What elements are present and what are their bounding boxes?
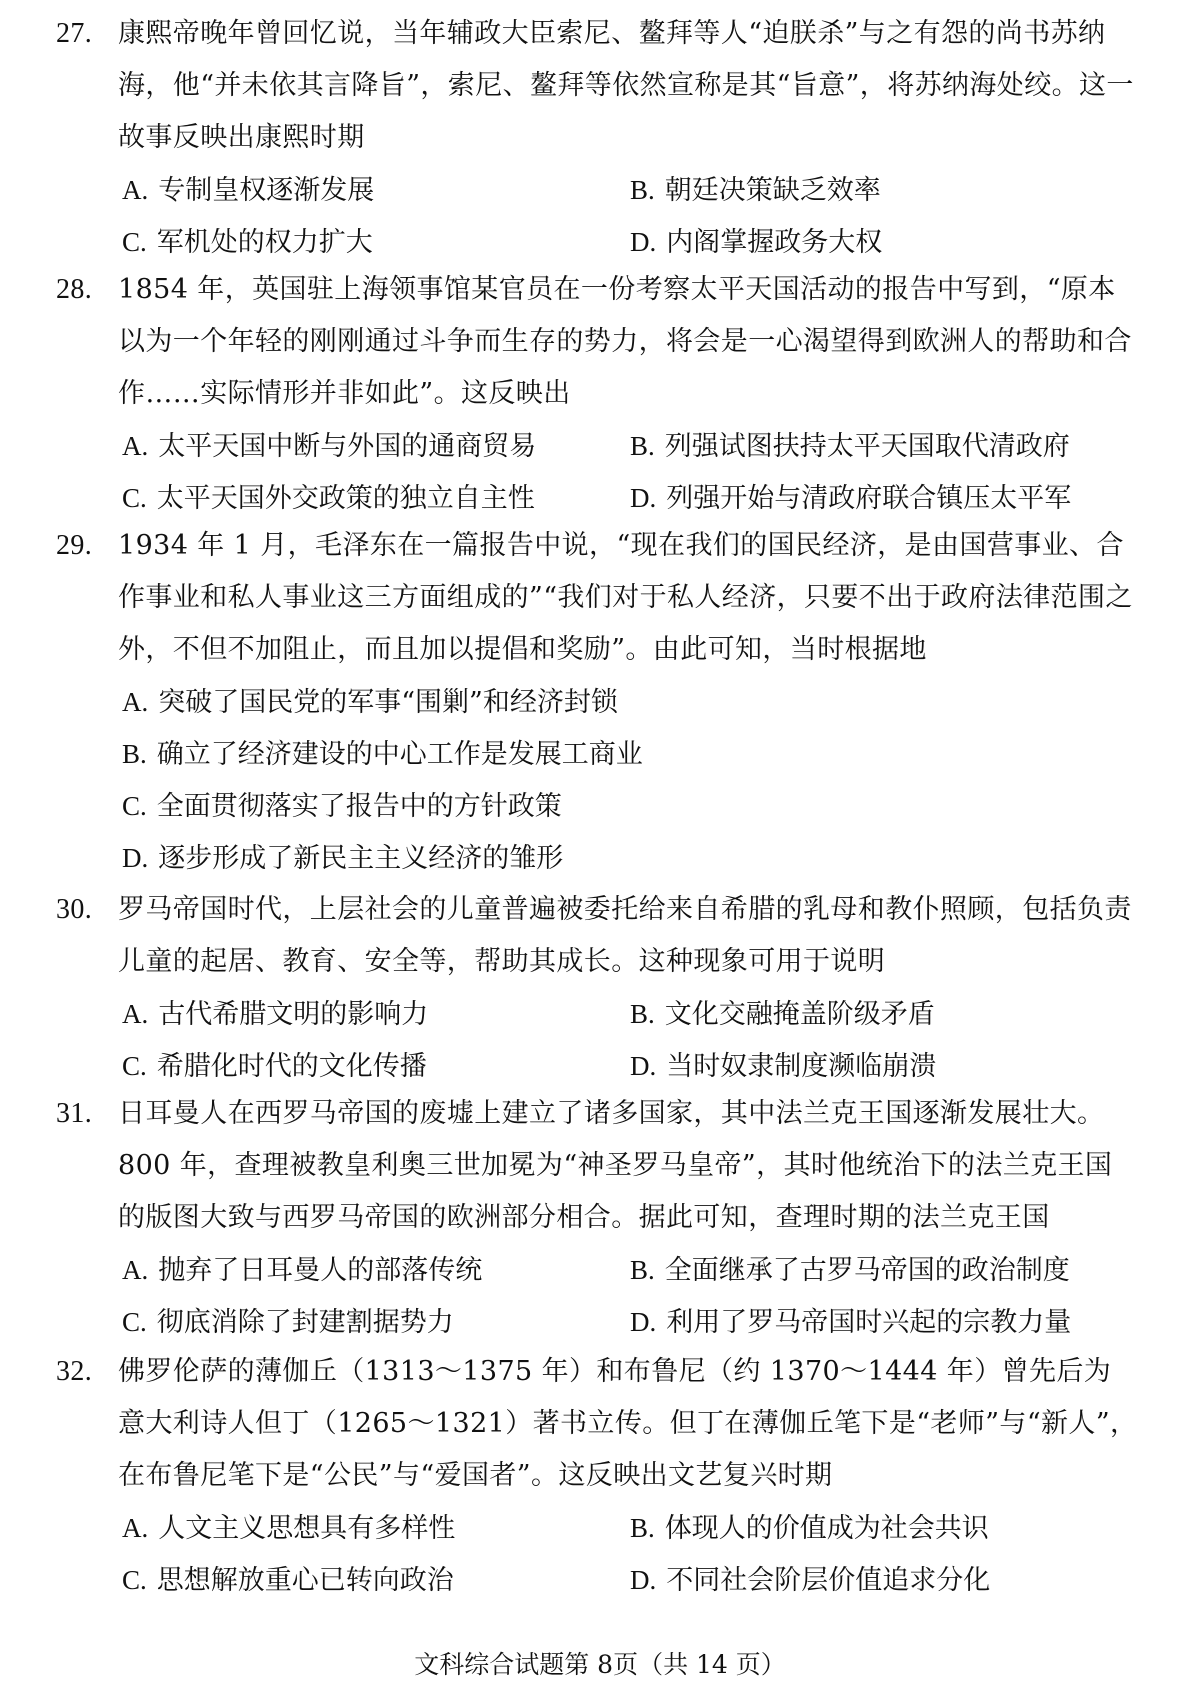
option-row xyxy=(0,1244,1200,1296)
option-a: A. 突破了国民党的军事“围剿”和经济封锁 xyxy=(122,687,618,718)
option-c: C. 希腊化时代的文化传播 xyxy=(122,1051,427,1082)
question-text: 康熙帝晚年曾回忆说，当年辅政大臣索尼、鳌拜等人“迫朕杀”与之有怨的尚书苏纳海，他“并未依其言降旨”，索尼、鳌拜等依然宣称是其“旨意”，将苏纳海处绞。这一故事反映出康熙时期 xyxy=(118,18,1134,153)
option-row xyxy=(0,832,1200,884)
option-row xyxy=(0,1296,1200,1348)
option-d: D. 逐步形成了新民主主义经济的雏形 xyxy=(122,843,564,874)
option-b: B. 列强试图扶持太平天国取代清政府 xyxy=(630,431,1070,462)
option-a: A. 抛弃了日耳曼人的部落传统 xyxy=(122,1255,483,1286)
option-row xyxy=(0,728,1200,780)
option-row xyxy=(0,216,1200,268)
question-stem xyxy=(0,1346,1200,1502)
question-27 xyxy=(0,8,1200,268)
option-row xyxy=(0,164,1200,216)
question-30 xyxy=(0,884,1200,1092)
option-row xyxy=(0,1502,1200,1554)
page-footer: 文科综合试题第 8页（共 14 页） xyxy=(414,1650,786,1679)
question-stem xyxy=(0,884,1200,988)
question-text: 1854 年，英国驻上海领事馆某官员在一份考察太平天国活动的报告中写到，“原本以为一个年轻的刚刚通过斗争而生存的势力，将会是一心渴望得到欧洲人的帮助和合作……实际情形并非如此”。这反映出 xyxy=(118,274,1132,409)
option-b: B. 朝廷决策缺乏效率 xyxy=(630,175,881,206)
question-number: 27. xyxy=(56,18,93,49)
option-b: B. 体现人的价值成为社会共识 xyxy=(630,1513,989,1544)
question-text: 1934 年 1 月，毛泽东在一篇报告中说，“现在我们的国民经济，是由国营事业、合作事业和私人事业这三方面组成的”“我们对于私人经济，只要不出于政府法律范围之外，不但不加阻止，而且加以提倡和奖励”。由此可知，当时根据地 xyxy=(118,530,1133,665)
option-a: A. 古代希腊文明的影响力 xyxy=(122,999,429,1030)
option-b: B. 确立了经济建设的中心工作是发展工商业 xyxy=(122,739,643,770)
option-c: C. 思想解放重心已转向政治 xyxy=(122,1565,454,1596)
question-text: 日耳曼人在西罗马帝国的废墟上建立了诸多国家，其中法兰克王国逐渐发展壮大。800 年，查理被教皇利奥三世加冕为“神圣罗马皇帝”，其时他统治下的法兰克王国的版图大致与西罗马帝国的欧洲部分相合。据此可知，查理时期的法兰克王国 xyxy=(118,1098,1113,1233)
option-d: D. 列强开始与清政府联合镇压太平军 xyxy=(630,483,1072,514)
option-row xyxy=(0,420,1200,472)
option-a: A. 太平天国中断与外国的通商贸易 xyxy=(122,431,537,462)
option-b: B. 全面继承了古罗马帝国的政治制度 xyxy=(630,1255,1070,1286)
question-text: 佛罗伦萨的薄伽丘（1313～1375 年）和布鲁尼（约 1370～1444 年）曾先后为意大利诗人但丁（1265～1321）著书立传。但丁在薄伽丘笔下是“老师”与“新人”，在布鲁尼笔下是“公民”与“爱国者”。这反映出文艺复兴时期 xyxy=(118,1356,1138,1491)
question-stem xyxy=(0,8,1200,164)
option-d: D. 利用了罗马帝国时兴起的宗教力量 xyxy=(630,1307,1072,1338)
option-c: C. 太平天国外交政策的独立自主性 xyxy=(122,483,535,514)
option-row xyxy=(0,1040,1200,1092)
option-row xyxy=(0,780,1200,832)
question-31 xyxy=(0,1088,1200,1348)
question-number: 28. xyxy=(56,274,93,305)
question-number: 30. xyxy=(56,894,93,925)
question-number: 29. xyxy=(56,530,93,561)
question-stem xyxy=(0,1088,1200,1244)
option-a: A. 专制皇权逐渐发展 xyxy=(122,175,375,206)
question-text: 罗马帝国时代，上层社会的儿童普遍被委托给来自希腊的乳母和教仆照顾，包括负责儿童的起居、教育、安全等，帮助其成长。这种现象可用于说明 xyxy=(118,894,1132,977)
option-row xyxy=(0,1554,1200,1606)
option-b: B. 文化交融掩盖阶级矛盾 xyxy=(630,999,935,1030)
question-stem xyxy=(0,520,1200,676)
option-row xyxy=(0,472,1200,524)
question-stem xyxy=(0,264,1200,420)
question-29 xyxy=(0,520,1200,884)
option-c: C. 军机处的权力扩大 xyxy=(122,227,373,258)
option-d: D. 不同社会阶层价值追求分化 xyxy=(630,1565,991,1596)
option-row xyxy=(0,676,1200,728)
question-32 xyxy=(0,1346,1200,1606)
option-d: D. 内阁掌握政务大权 xyxy=(630,227,883,258)
option-c: C. 全面贯彻落实了报告中的方针政策 xyxy=(122,791,562,822)
option-d: D. 当时奴隶制度濒临崩溃 xyxy=(630,1051,937,1082)
question-number: 31. xyxy=(56,1098,93,1129)
question-number: 32. xyxy=(56,1356,93,1387)
question-28 xyxy=(0,264,1200,524)
option-row xyxy=(0,988,1200,1040)
option-c: C. 彻底消除了封建割据势力 xyxy=(122,1307,454,1338)
option-a: A. 人文主义思想具有多样性 xyxy=(122,1513,456,1544)
